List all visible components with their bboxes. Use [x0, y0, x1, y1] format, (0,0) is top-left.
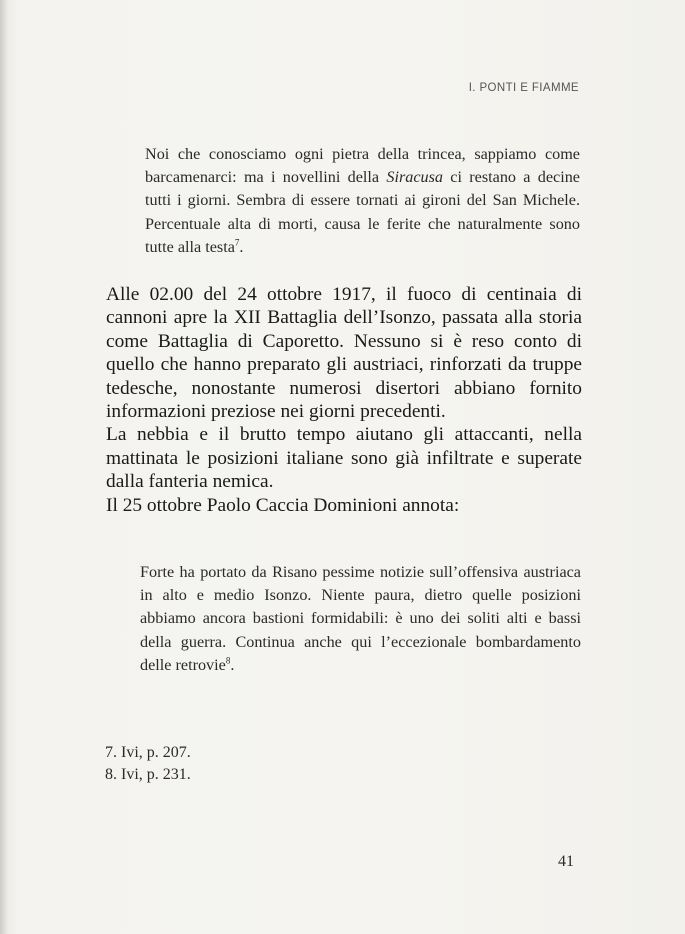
quote-2-text — [140, 561, 581, 677]
footnotes — [105, 742, 191, 786]
quote-1-end: . — [239, 237, 244, 256]
quote-1-text-a: Noi che conosciamo ogni pietra della trincea, sappiamo come barcamenarci: ma i novellini della — [145, 145, 580, 187]
spine-shadow — [0, 0, 8, 934]
footnote-ref-7[interactable]: 7 — [234, 237, 240, 248]
page-number: 41 — [558, 853, 574, 870]
quote-2-end: . — [230, 655, 235, 674]
quote-2-text-a: Forte ha portato da Risano pessime notizie sull’offensiva austriaca in alto e medio Isonzo. Niente paura, dietro quelle posizioni abbiamo ancora bastioni formidabili: è uno dei soliti alti e bassi della guerra. Continua anche qui l’eccezionale bombardamento delle retrovie — [140, 563, 581, 674]
footnote-ref-8[interactable]: 8 — [225, 655, 231, 666]
body-paragraph: Alle 02.00 del 24 ottobre 1917, il fuoco di centinaia di cannoni apre la XII Battaglia dell’Isonzo, passata alla storia come Battaglia di Caporetto. Nessuno si è reso conto di quello che hanno preparato gli austriaci, rinforzati da truppe tedesche, nonostante numerosi disertori abbiano fornito informazioni preziose nei giorni precedenti. — [106, 284, 582, 423]
body-paragraph: La nebbia e il brutto tempo aiutano gli attaccanti, nella mattinata le posizioni italiane sono già infiltrate e superate dalla fanteria nemica. — [106, 424, 582, 493]
quote-1-text — [145, 143, 580, 259]
footnote-7: 7. Ivi, p. 207. — [105, 744, 191, 761]
body-paragraph: Il 25 ottobre Paolo Caccia Dominioni annota: — [106, 494, 460, 516]
quote-1-text-b: ci restano a decine tutti i giorni. Sembra di essere tornati ai gironi del San Michele. Percentuale alta di morti, causa le ferite che naturalmente sono tutte alla testa — [145, 168, 580, 256]
body-text — [106, 283, 582, 517]
block-quote-2 — [140, 561, 581, 677]
quote-1-italic: Siracusa — [386, 168, 444, 187]
running-head: I. PONTI E FIAMME — [468, 82, 579, 94]
block-quote-1 — [145, 143, 580, 259]
footnote-8: 8. Ivi, p. 231. — [105, 766, 191, 783]
